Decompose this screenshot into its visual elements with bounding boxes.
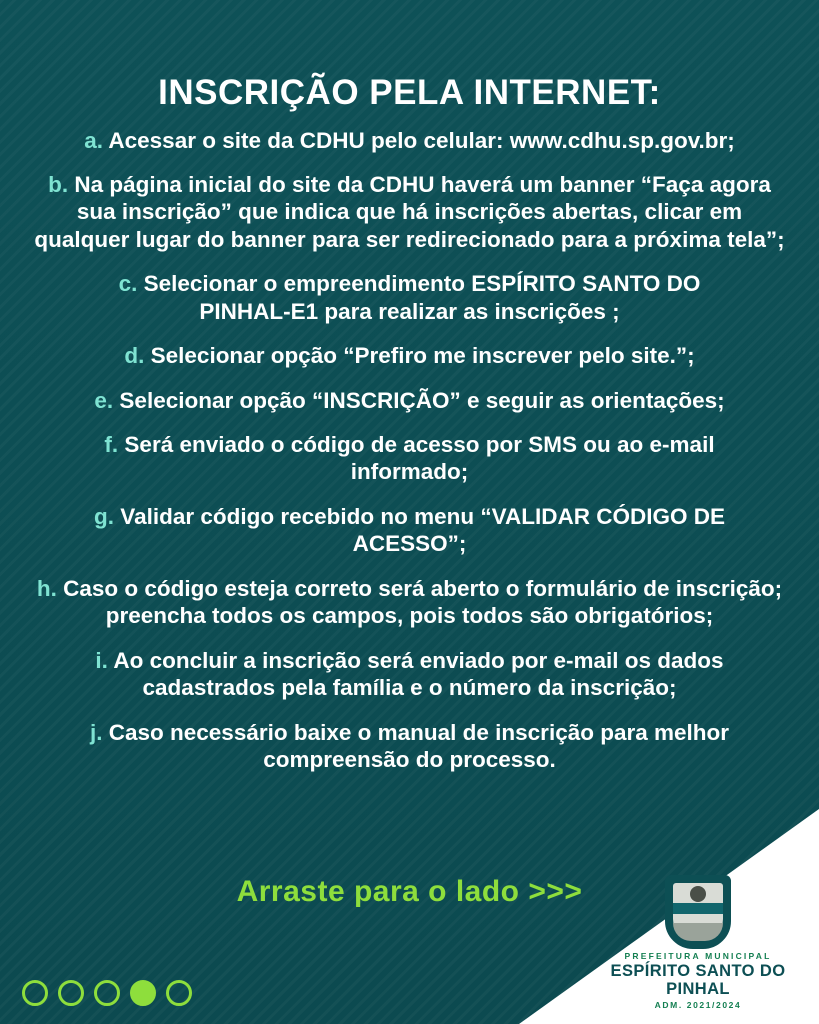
pagination-dot-active[interactable] (130, 980, 156, 1006)
pagination-dot[interactable] (166, 980, 192, 1006)
list-item-marker: b. (48, 171, 69, 197)
list-item (26, 575, 793, 630)
list-item-text: Selecionar opção “Prefiro me inscrever pelo site.”; (150, 343, 695, 369)
list-item-marker: a. (84, 127, 103, 153)
list-item (26, 431, 793, 486)
list-item-marker: i. (95, 647, 108, 673)
list-item-marker: h. (36, 575, 57, 601)
carousel-pagination[interactable] (22, 980, 192, 1006)
list-item-marker: c. (118, 271, 138, 297)
pagination-dot[interactable] (58, 980, 84, 1006)
swipe-call-to-action: Arraste para o lado >>> (236, 875, 583, 908)
list-item-text: Selecionar o empreendimento ESPÍRITO SANTO DO PINHAL-E1 para realizar as inscrições ; (143, 271, 701, 324)
list-item (26, 719, 793, 774)
list-item (26, 171, 793, 253)
list-item-marker: d. (124, 343, 145, 369)
logo-city-name: ESPÍRITO SANTO DO PINHAL (610, 961, 786, 998)
list-item-text: Caso necessário baixe o manual de inscrição para melhor compreensão do processo. (108, 719, 730, 772)
list-item-marker: f. (104, 432, 119, 457)
list-item (26, 503, 793, 558)
page-title: INSCRIÇÃO PELA INTERNET: (158, 73, 661, 112)
list-item (26, 647, 793, 702)
list-item-marker: g. (94, 503, 115, 529)
list-item-text: Na página inicial do site da CDHU haverá um banner “Faça agora sua inscrição” que indica que há inscrições abertas, clicar em qualquer lugar do banner para ser redirecionado para a próxima tela”; (34, 171, 785, 252)
list-item-marker: j. (89, 719, 103, 745)
list-item (26, 127, 793, 154)
list-item (26, 270, 793, 325)
list-item-text: Validar código recebido no menu “VALIDAR CÓDIGO DE ACESSO”; (120, 503, 725, 557)
list-item-text: Ao concluir a inscrição será enviado por e-mail os dados cadastrados pela família e o número da inscrição; (113, 647, 724, 701)
list-item-text: Será enviado o código de acesso por SMS ou ao e-mail informado; (124, 432, 715, 485)
coat-of-arms-icon (665, 875, 731, 949)
list-item-marker: e. (94, 387, 114, 413)
pagination-dot[interactable] (22, 980, 48, 1006)
logo-administration-term: ADM. 2021/2024 (654, 1000, 742, 1010)
logo-prefecture-label: PREFEITURA MUNICIPAL (624, 950, 772, 961)
list-item-text: Acessar o site da CDHU pelo celular: www.cdhu.sp.gov.br; (108, 127, 735, 153)
list-item (26, 342, 793, 369)
list-item-text: Caso o código esteja correto será aberto o formulário de inscrição; preencha todos os campos, pois todos são obrigatórios; (63, 575, 783, 629)
city-logo (603, 875, 793, 1010)
pagination-dot[interactable] (94, 980, 120, 1006)
list-item (26, 387, 793, 414)
list-item-text: Selecionar opção “INSCRIÇÃO” e seguir as orientações; (119, 387, 725, 413)
